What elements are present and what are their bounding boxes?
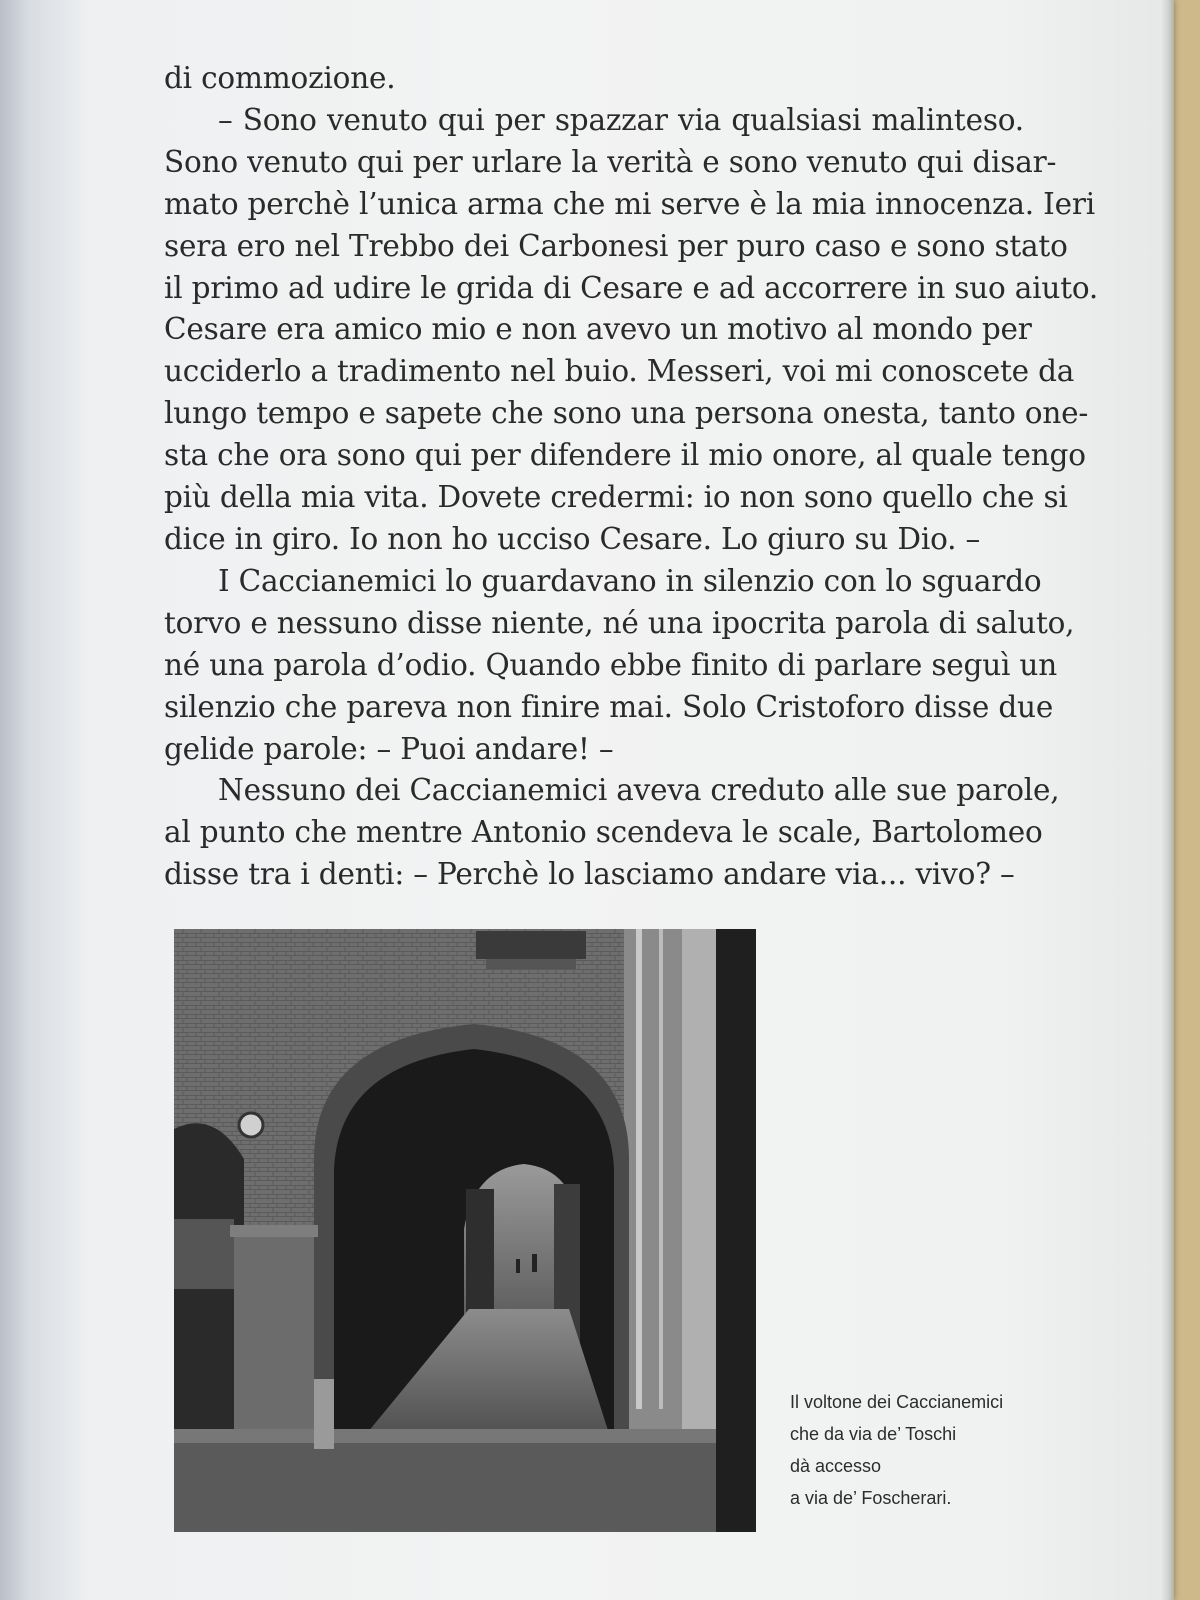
text-line: al punto che mentre Antonio scendeva le scale, Bartolomeo [164,815,1043,850]
archway-illustration [174,929,756,1532]
text-line: il primo ad udire le grida di Cesare e ad accorrere in suo aiuto. [164,270,1099,305]
text-line: Sono venuto qui per urlare la verità e sono venuto qui disar- [164,144,1057,179]
page-edge [1160,0,1174,1600]
pedestrian [532,1254,537,1272]
text-line: silenzio che pareva non finire mai. Solo Cristoforo disse due [164,689,1054,724]
figure-caption [790,1386,1050,1514]
text-line: Cesare era amico mio e non avevo un motivo al mondo per [164,312,1032,347]
foreground-pavement [174,1429,716,1532]
text-line: sta che ora sono qui per difendere il mio onore, al quale tengo [164,438,1086,473]
round-sign [239,1113,263,1137]
text-line: più della mia vita. Dovete credermi: io non sono quello che si [164,480,1068,515]
text-line: dice in giro. Io non ho ucciso Cesare. Lo giuro su Dio. – [164,521,981,556]
text-line: – Sono venuto qui per spazzar via qualsiasi malinteso. [218,102,1024,137]
text-line: torvo e nessuno disse niente, né una ipocrita parola di saluto, [164,605,1075,640]
balcony [476,931,586,959]
column [234,1229,314,1449]
body-text [164,58,1099,896]
text-line: gelide parole: – Puoi andare! – [164,731,614,766]
caption-line: dà accesso [790,1456,882,1476]
archway-photo [174,929,756,1532]
text-line: lungo tempo e sapete che sono una persona onesta, tanto one- [164,396,1089,431]
text-line: ucciderlo a tradimento nel buio. Messeri, voi mi conoscete da [164,354,1075,389]
text-line: Nessuno dei Caccianemici aveva creduto alle sue parole, [218,773,1060,808]
bollard [314,1379,334,1449]
text-line: di commozione. [164,61,396,95]
caption-line: Il voltone dei Caccianemici [790,1392,1004,1412]
text-line: disse tra i denti: – Perchè lo lasciamo andare via... vivo? – [164,857,1015,892]
pedestrian [516,1259,520,1273]
text-line: né una parola d’odio. Quando ebbe finito di parlare seguì un [164,647,1058,682]
text-line: I Caccianemici lo guardavano in silenzio con lo sguardo [218,563,1042,598]
shop-window [174,1219,234,1289]
drainpipe [636,929,642,1409]
caption-line: a via de’ Foscherari. [790,1488,952,1508]
caption-line: che da via de’ Toschi [790,1424,957,1444]
text-line: sera ero nel Trebbo dei Carbonesi per puro caso e sono stato [164,228,1068,263]
text-line: mato perchè l’unica arma che mi serve è la mia innocenza. Ieri [164,186,1095,221]
